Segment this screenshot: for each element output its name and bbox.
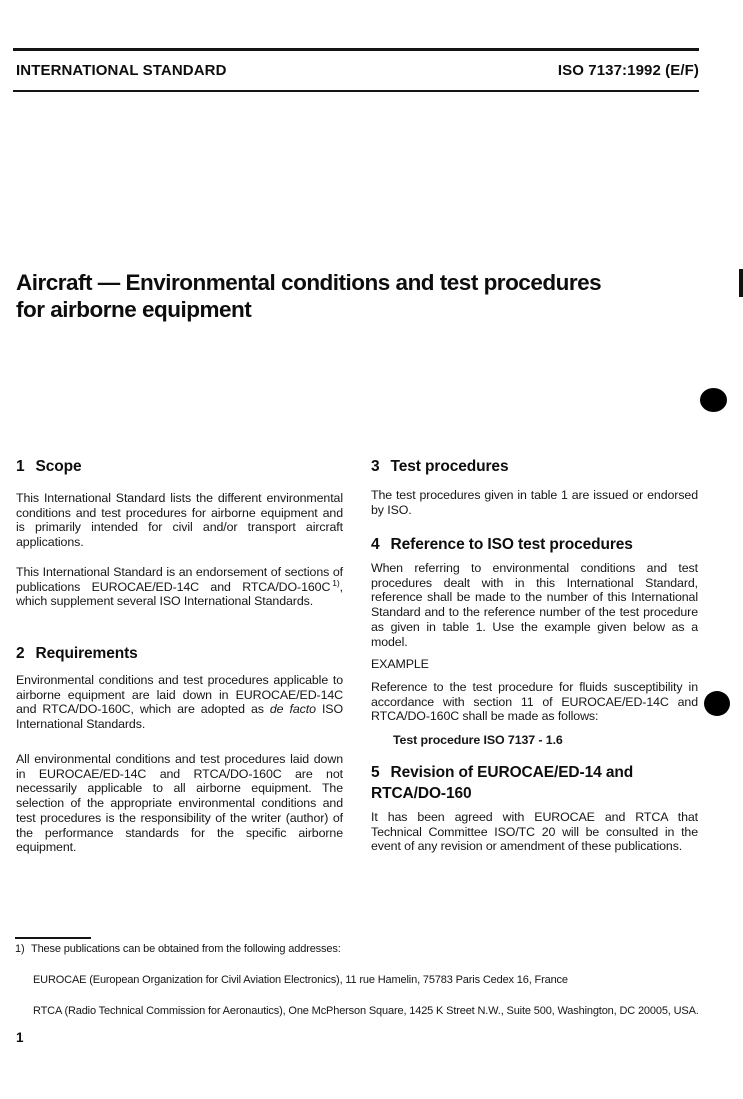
scope-paragraph-2-text: This International Standard is an endorsement of sections of publications EUROCAE/ED-14C and RTCA/DO-160C [16, 565, 343, 594]
requirements-paragraph-1-text: Environmental conditions and test procedures applicable to airborne equipment are laid down in EUROCAE/ED-14C and RTCA/DO-160C, which are adopted as [16, 673, 343, 717]
section-heading-requirements [16, 643, 343, 664]
section-number: 3 [371, 458, 380, 475]
section-number: 1 [16, 458, 25, 475]
requirements-paragraph-1 [16, 673, 343, 732]
reference-paragraph: When referring to environmental conditions and test procedures dealt with in this International Standard, reference shall be made to the number of this International Standard and to the reference number of the test procedure as given in table 1. Use the example given below as a model. [371, 561, 698, 649]
header-standard-label: INTERNATIONAL STANDARD [16, 62, 227, 79]
header-doc-number: ISO 7137:1992 (E/F) [557, 62, 699, 79]
section-heading-reference [371, 534, 698, 555]
registration-dot-2 [704, 691, 730, 716]
section-number: 5 [371, 764, 380, 781]
header-rule-bottom [13, 90, 699, 92]
scope-paragraph-2-tail: , which supplement several ISO International Standards. [16, 579, 343, 609]
footnote-address-eurocae: EUROCAE (European Organization for Civil Aviation Electronics), 11 rue Hamelin, 75783 Paris Cedex 16, France [33, 974, 568, 986]
section-title: Scope [35, 458, 82, 475]
section-heading-revision [371, 762, 698, 804]
registration-dot-1 [700, 388, 727, 412]
page-number: 1 [16, 1030, 24, 1045]
footnote-marker: 1) [15, 943, 25, 955]
section-title: Requirements [35, 645, 138, 662]
section-number: 4 [371, 536, 380, 553]
example-test-procedure-reference: Test procedure ISO 7137 - 1.6 [393, 733, 563, 747]
section-number: 2 [16, 645, 25, 662]
revision-paragraph: It has been agreed with EUROCAE and RTCA that Technical Committee ISO/TC 20 will be consulted in the event of any revision or amendment of these publications. [371, 810, 698, 854]
footnote-address-rtca: RTCA (Radio Technical Commission for Aeronautics), One McPherson Square, 1425 K Street N.W., Suite 500, Washington, DC 20005, USA. [33, 1005, 699, 1017]
document-header [16, 62, 699, 79]
test-procedures-paragraph: The test procedures given in table 1 are issued or endorsed by ISO. [371, 488, 698, 517]
scope-paragraph-2 [16, 565, 343, 609]
scan-edge-artifact [739, 269, 743, 297]
scope-paragraph-1: This International Standard lists the different environmental conditions and test procedures for airborne equipment and is primarily intended for civil and/or transport aircraft applications. [16, 491, 343, 550]
document-title [16, 270, 716, 323]
footnote-intro: These publications can be obtained from the following addresses: [31, 943, 341, 955]
header-rule-top [13, 48, 699, 51]
footnote-reference-mark: 1) [332, 577, 340, 588]
de-facto-italic: de facto [269, 702, 316, 717]
example-paragraph: Reference to the test procedure for fluids susceptibility in accordance with section 11 of EUROCAE/ED-14C and RTCA/DO-160C shall be made as follows: [371, 680, 698, 724]
footnote-rule [15, 937, 91, 939]
section-title: Reference to ISO test procedures [390, 536, 633, 553]
requirements-paragraph-1-tail: ISO International Standards. [16, 702, 343, 732]
section-title: Revision of EUROCAE/ED-14 and RTCA/DO-160 [371, 764, 634, 802]
example-label: EXAMPLE [371, 657, 429, 671]
document-title-line2: for airborne equipment [16, 296, 252, 322]
section-heading-scope [16, 456, 343, 477]
section-title: Test procedures [390, 458, 509, 475]
section-heading-test-procedures [371, 456, 698, 477]
requirements-paragraph-2: All environmental conditions and test procedures laid down in EUROCAE/ED-14C and RTCA/DO-160C are not necessarily applicable to all airborne equipment. The selection of the appropriate environmental conditions and test procedures is the responsibility of the writer (author) of the performance standards for the specific airborne equipment. [16, 752, 343, 855]
document-title-line1: Aircraft — Environmental conditions and test procedures [16, 270, 602, 295]
